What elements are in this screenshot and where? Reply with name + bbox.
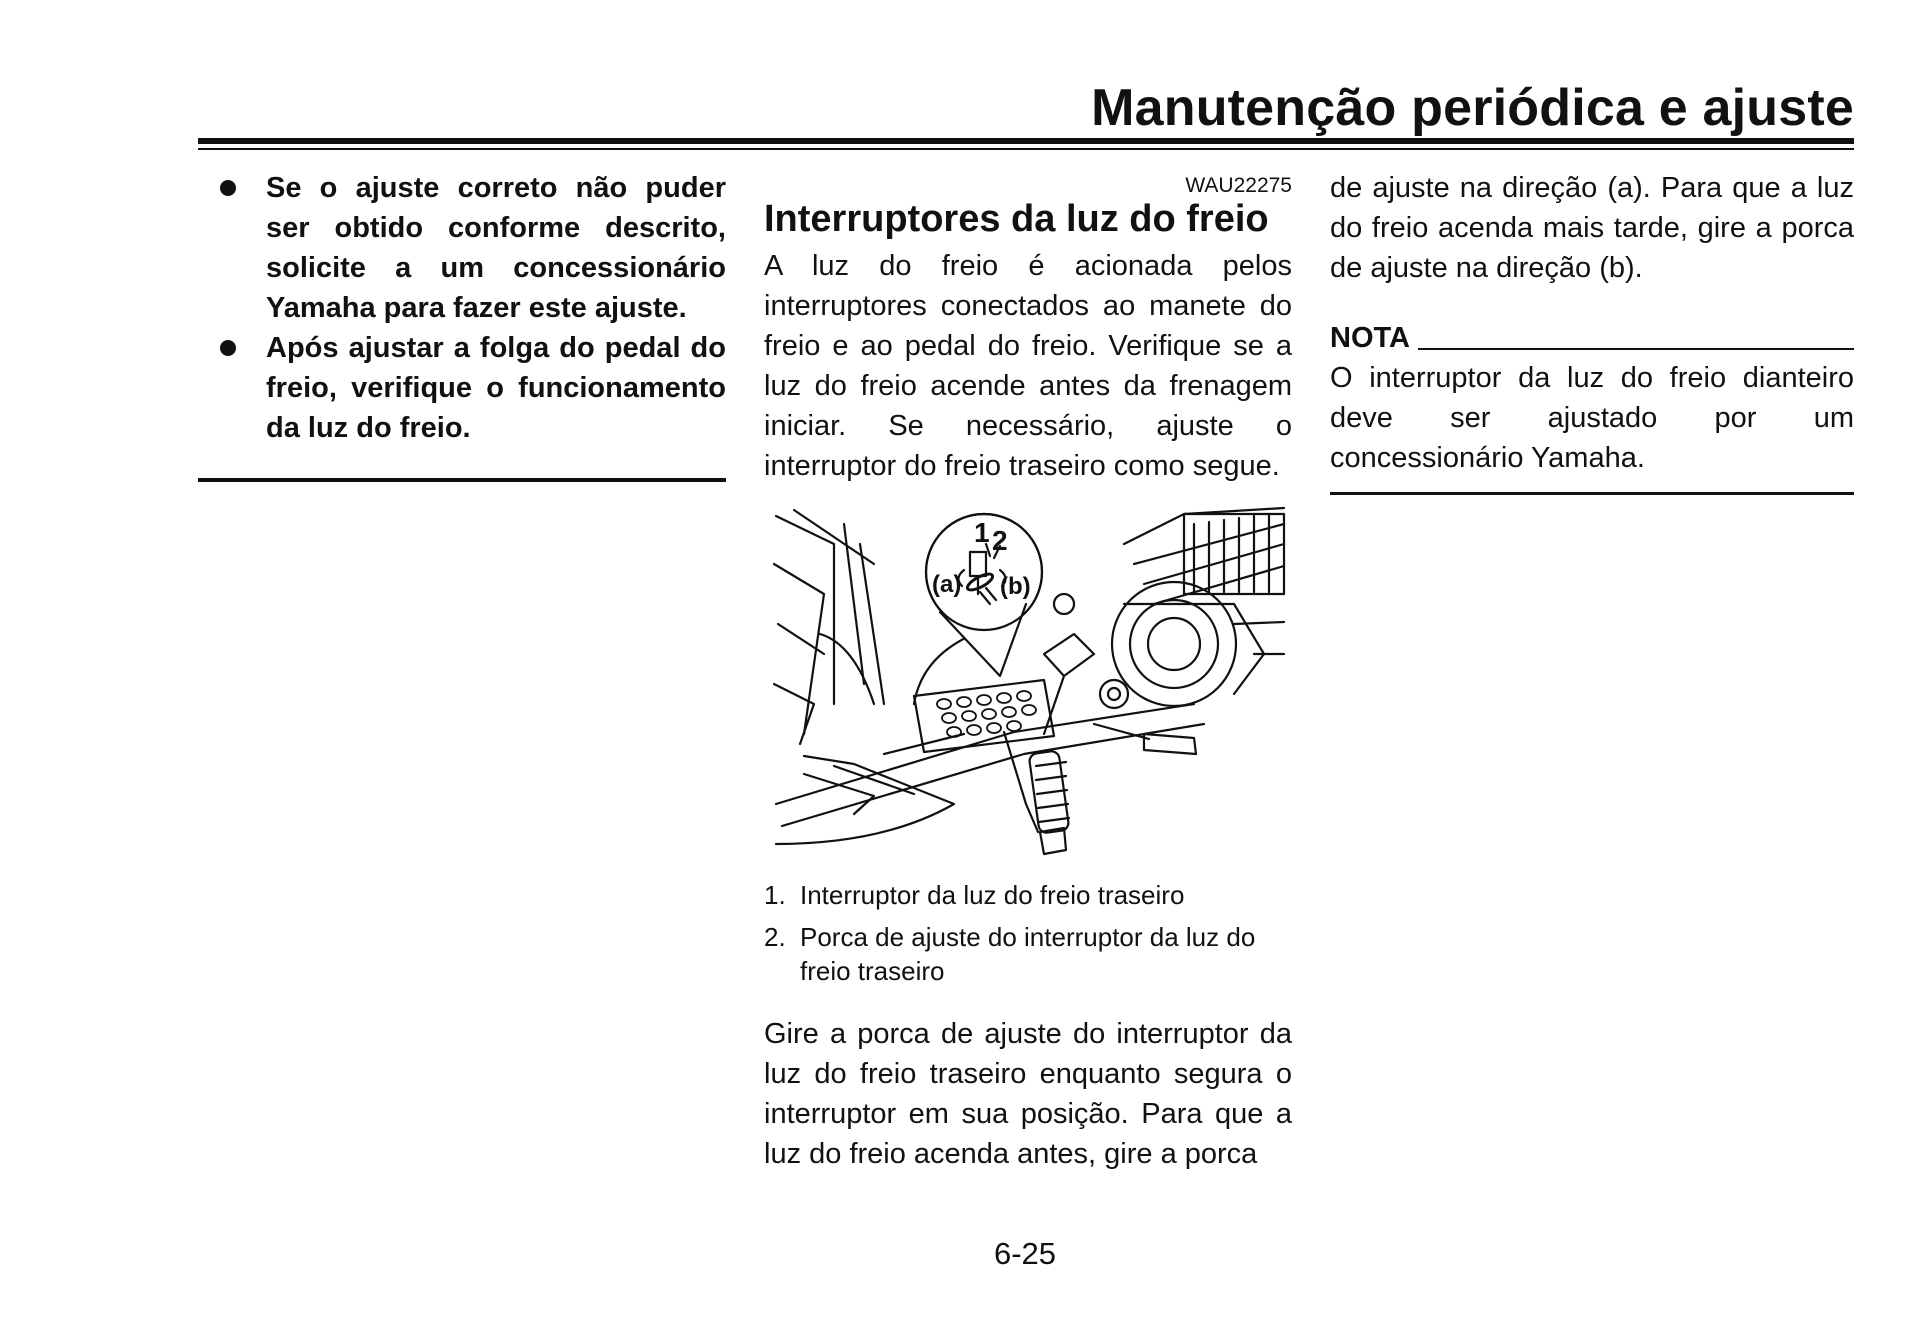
warning-bullet-text: Se o ajuste correto não puder ser obtido conforme descrito, solicite a um concessionário Yamaha para fazer este ajuste. — [266, 172, 726, 324]
warning-bullet-text: Após ajustar a folga do pedal do freio, verifique o funcionamento da luz do freio. — [266, 332, 726, 444]
column-left — [198, 168, 726, 482]
caption-number: 1. — [764, 880, 786, 910]
figure-caption-list — [764, 878, 1292, 988]
caption-item — [764, 878, 1292, 912]
header-rule-thin — [198, 148, 1854, 150]
warning-bullet-item — [198, 168, 726, 328]
warning-bullet-item — [198, 328, 726, 448]
brake-switch-illustration — [764, 504, 1292, 866]
nota-label: NOTA — [1330, 322, 1411, 354]
body-paragraph: A luz do freio é acionada pelos interruptores conectados ao manete do freio e ao pedal do freio. Verifique se a luz do freio acende antes da frenagem iniciar. Se necessário, ajuste o interruptor do freio traseiro como segue. — [764, 250, 1292, 482]
motorcycle-rear-brake-drawing — [764, 504, 1292, 866]
bullet-dot-icon — [220, 180, 236, 196]
figure-label-a: (a) — [932, 571, 962, 598]
figure-label-2: 2 — [992, 525, 1008, 556]
nota-text: O interruptor da luz do freio dianteiro deve ser ajustado por um concessionário Yamaha. — [1330, 362, 1854, 474]
column-middle — [764, 174, 1292, 1174]
caption-item — [764, 920, 1292, 988]
bullet-dot-icon — [220, 340, 236, 356]
caption-text: Interruptor da luz do freio traseiro — [800, 880, 1185, 910]
page-header-title: Manutenção periódica e ajuste — [1091, 79, 1854, 137]
body-paragraph-continued: de ajuste na direção (a). Para que a luz do freio acenda mais tarde, gire a porca de ajuste na direção (b). — [1330, 172, 1854, 284]
caption-text: Porca de ajuste do interruptor da luz do freio traseiro — [800, 922, 1256, 986]
section-code: WAU22275 — [1185, 174, 1292, 197]
caption-number: 2. — [764, 922, 786, 952]
warning-bullet-list — [198, 168, 726, 448]
section-title: Interruptores da luz do freio — [764, 198, 1269, 240]
page-number: 6-25 — [993, 1236, 1057, 1271]
body-paragraph: Gire a porca de ajuste do interruptor da luz do freio traseiro enquanto segura o interruptor em sua posição. Para que a luz do freio acenda antes, gire a porca — [764, 1018, 1292, 1170]
figure-label-1: 1 — [974, 517, 990, 548]
header-rule-thick — [198, 138, 1854, 144]
warning-end-rule — [198, 478, 726, 482]
nota-heading — [1330, 318, 1854, 358]
figure-label-b: (b) — [1000, 573, 1031, 600]
column-right — [1330, 168, 1854, 495]
nota-heading-rule — [1418, 348, 1854, 350]
nota-end-rule — [1330, 492, 1854, 495]
